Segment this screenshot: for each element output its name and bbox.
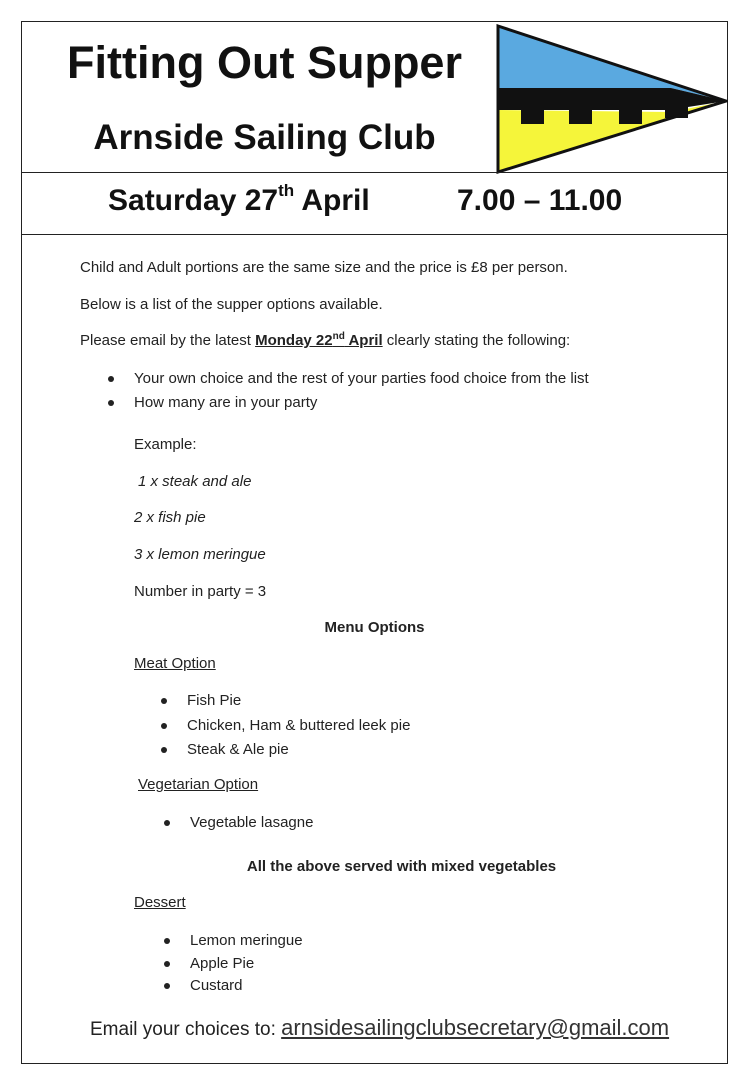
bullet xyxy=(161,747,167,753)
meat-option-heading: Meat Option xyxy=(134,655,216,672)
bullet xyxy=(161,698,167,704)
dessert-heading: Dessert xyxy=(134,894,186,911)
deadline-instruction: Please email by the latest Monday 22nd April clearly stating the following: xyxy=(80,331,571,349)
example-item: 2 x fish pie xyxy=(134,509,206,526)
example-party-count: Number in party = 3 xyxy=(134,583,267,600)
bullet xyxy=(164,938,170,944)
example-item: 3 x lemon meringue xyxy=(134,546,266,563)
event-time: 7.00 – 11.00 xyxy=(457,184,623,217)
meat-item: Fish Pie xyxy=(187,692,242,709)
bullet xyxy=(108,376,114,382)
meat-item: Chicken, Ham & buttered leek pie xyxy=(187,717,411,734)
email-link[interactable]: arnsidesailingclubsecretary@gmail.com xyxy=(281,1015,670,1040)
event-date: Saturday 27th April xyxy=(108,181,370,217)
vegetarian-option-heading: Vegetarian Option xyxy=(138,776,259,793)
options-note: Below is a list of the supper options available. xyxy=(80,296,383,313)
served-with-note: All the above served with mixed vegetables xyxy=(246,858,557,875)
price-note: Child and Adult portions are the same size and the price is £8 per person. xyxy=(80,259,568,276)
bullet xyxy=(164,961,170,967)
header-divider xyxy=(22,172,727,173)
poster-title: Fitting Out Supper xyxy=(67,37,462,88)
meat-item: Steak & Ale pie xyxy=(187,741,289,758)
dessert-item: Apple Pie xyxy=(190,955,255,972)
email-instruction: Email your choices to: arnsidesailingclubsecretary@gmail.com xyxy=(90,1015,670,1040)
dessert-item: Custard xyxy=(190,977,243,994)
menu-heading: Menu Options xyxy=(324,619,425,636)
poster-frame xyxy=(21,21,728,1064)
example-item: 1 x steak and ale xyxy=(138,473,252,490)
bullet xyxy=(164,983,170,989)
bullet xyxy=(164,820,170,826)
deadline-date: Monday 22nd April xyxy=(255,331,383,349)
requirement-item: Your own choice and the rest of your parties food choice from the list xyxy=(134,370,589,387)
club-name: Arnside Sailing Club xyxy=(93,118,436,157)
example-label: Example: xyxy=(134,436,197,453)
requirement-item: How many are in your party xyxy=(134,394,318,411)
bullet xyxy=(108,400,114,406)
vegetarian-item: Vegetable lasagne xyxy=(190,814,314,831)
dessert-item: Lemon meringue xyxy=(190,932,303,949)
club-burgee-flag xyxy=(496,24,728,174)
bullet xyxy=(161,723,167,729)
date-divider xyxy=(22,234,727,235)
